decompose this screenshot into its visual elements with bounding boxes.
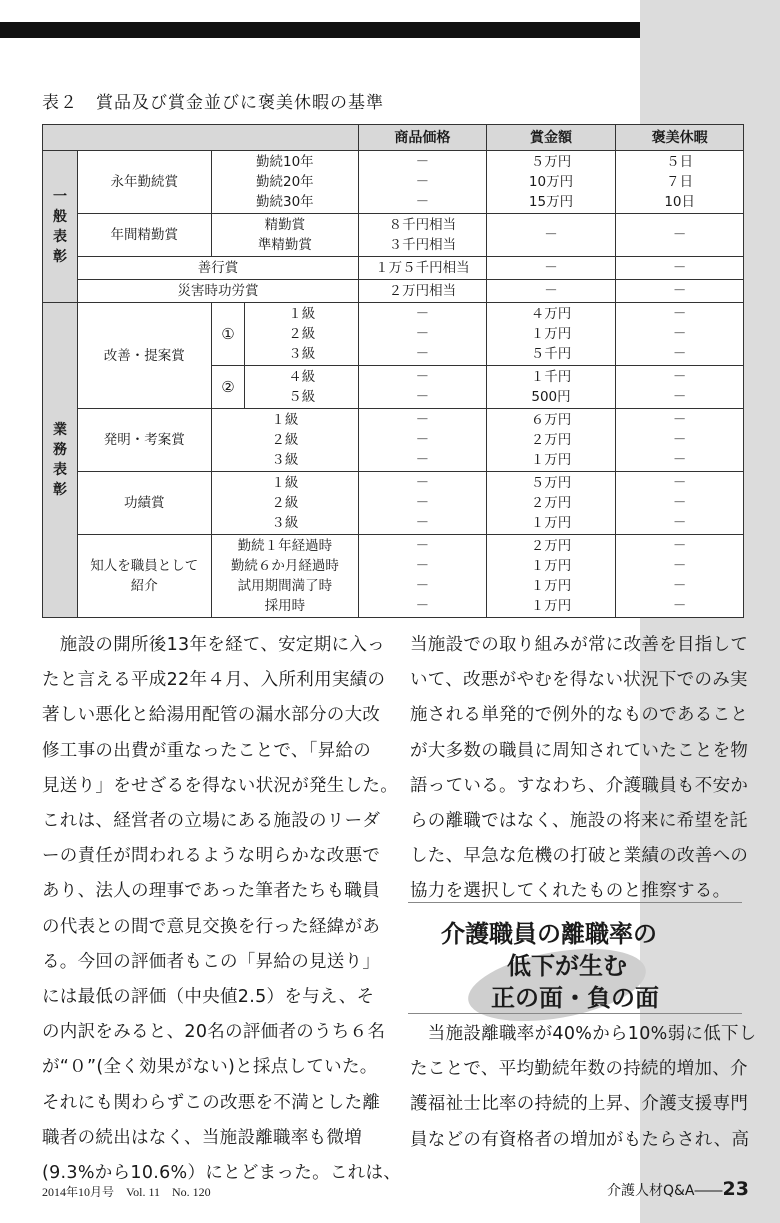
header-price: 商品価格 [359, 125, 487, 151]
leave-cell: － － － [616, 472, 744, 535]
prize-cell: － [486, 214, 616, 257]
award-sub: １級 ２級 ３級 [211, 409, 359, 472]
leave-cell: － － － － [616, 535, 744, 618]
award-name: 発明・考案賞 [77, 409, 211, 472]
award-name: 改善・提案賞 [77, 303, 211, 409]
award-sub: １級 ２級 ３級 [245, 303, 359, 366]
prize-cell: ６万円 ２万円 １万円 [486, 409, 616, 472]
price-cell: ８千円相当 ３千円相当 [359, 214, 487, 257]
headline-line-2: 低下が生む [507, 952, 627, 980]
prize-cell: １千円 500円 [486, 366, 616, 409]
price-cell: ２万円相当 [359, 280, 487, 303]
award-name: 知人を職員として 紹介 [77, 535, 211, 618]
award-standards-table [42, 124, 744, 618]
award-name: 災害時功労賞 [77, 280, 358, 303]
footer-magazine: 介護人材Q&A―― [607, 1183, 723, 1199]
prize-cell: ５万円 ２万円 １万円 [486, 472, 616, 535]
leave-cell: ５日 ７日 10日 [616, 151, 744, 214]
award-name: 永年勤続賞 [77, 151, 211, 214]
award-sub: ４級 ５級 [245, 366, 359, 409]
category-general: 一 般 表 彰 [43, 151, 78, 303]
price-cell: － － － [359, 303, 487, 366]
award-name: 年間精勤賞 [77, 214, 211, 257]
price-cell: １万５千円相当 [359, 257, 487, 280]
body-text-right-bottom: 当施設離職率が40%から10%弱に低下し たことで、平均勤続年数の持続的増加、介 護福祉士比率の持続的上昇、介護支援専門 員などの有資格者の増加がもたらされ、高 [410, 1024, 757, 1150]
section-headline [425, 914, 737, 1014]
price-cell: － － [359, 366, 487, 409]
table-title: 表２ 賞品及び賞金並びに褒美休暇の基準 [42, 93, 384, 113]
header-prize: 賞金額 [486, 125, 616, 151]
group-mark: ① [211, 303, 245, 366]
award-sub: １級 ２級 ３級 [211, 472, 359, 535]
prize-cell: ２万円 １万円 １万円 １万円 [486, 535, 616, 618]
leave-cell: － [616, 214, 744, 257]
price-cell: － － － [359, 409, 487, 472]
price-cell: － － － － [359, 535, 487, 618]
award-sub: 精勤賞 準精勤賞 [211, 214, 359, 257]
leave-cell: － － [616, 366, 744, 409]
body-text-right-top: 当施設での取り組みが常に改善を目指して いて、改悪がやむを得ない状況下でのみ実 施される単発的で例外的なものであること が大多数の職員に周知されていたことを物 語っている。すなわち、介護職員も不安か らの離職ではなく、施設の将来に希望を託 した、早急な危機の打破と業績の改善への 協力を選択してくれたものと推察する。 [410, 635, 749, 902]
footer-page [607, 1178, 749, 1200]
footer-issue: 2014年10月号 Vol. 11 No. 120 [42, 1185, 211, 1199]
page-number: 23 [722, 1178, 749, 1200]
award-name: 功績賞 [77, 472, 211, 535]
headline-line-1: 介護職員の離職率の [441, 920, 657, 948]
category-business: 業 務 表 彰 [43, 303, 78, 618]
leave-cell: － － － [616, 303, 744, 366]
award-name: 善行賞 [77, 257, 358, 280]
prize-cell: ４万円 １万円 ５千円 [486, 303, 616, 366]
prize-cell: － [486, 280, 616, 303]
headline-top-rule [408, 902, 742, 903]
header-leave: 褒美休暇 [616, 125, 744, 151]
price-cell: － － － [359, 151, 487, 214]
award-sub: 勤続10年 勤続20年 勤続30年 [211, 151, 359, 214]
top-rule-bar [0, 22, 640, 38]
headline-bottom-rule [408, 1013, 742, 1014]
award-sub: 勤続１年経過時 勤続６か月経過時 試用期間満了時 採用時 [211, 535, 359, 618]
body-text-left: 施設の開所後13年を経て、安定期に入っ たと言える平成22年４月、入所利用実績の 著しい悪化と給湯用配管の漏水部分の大改 修工事の出費が重なったことで、「昇給の 見送り」をせざるを得ない状況が発生した。 これは、経営者の立場にある施設のリーダ ーの責任が問われるような明らかな改悪で あり、法人の理事であった筆者たちも職員 の代表との間で意見交換を行った経緯があ る。今回の評価者もこの「昇給の見送り」 には最低の評価（中央値2.5）を与え、そ の内訳をみると、20名の評価者のうち６名 が“０”(全く効果がない)と採点していた。 それにも関わらずこの改悪を不満とした離 職者の続出はなく、当施設離職率も微増 (9.3%から10.6%）にとどまった。これは、 [42, 635, 402, 1184]
leave-cell: － [616, 257, 744, 280]
leave-cell: － [616, 280, 744, 303]
group-mark: ② [211, 366, 245, 409]
price-cell: － － － [359, 472, 487, 535]
headline-line-3: 正の面・負の面 [491, 984, 659, 1012]
header-diagonal-cell [43, 125, 359, 151]
prize-cell: ５万円 10万円 15万円 [486, 151, 616, 214]
prize-cell: － [486, 257, 616, 280]
leave-cell: － － － [616, 409, 744, 472]
